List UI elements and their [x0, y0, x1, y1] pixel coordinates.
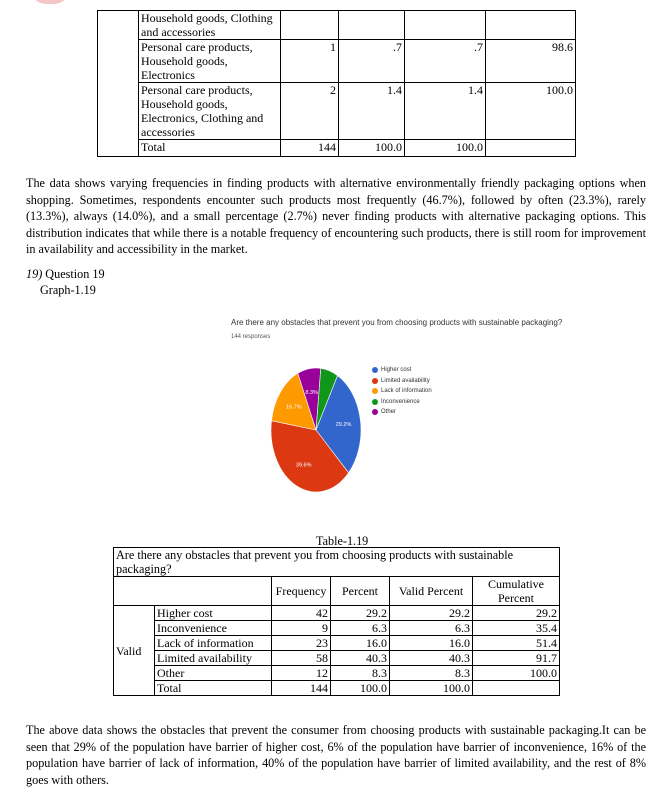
legend-label: Other	[381, 409, 397, 416]
legend-label: Higher cost	[381, 367, 412, 374]
row-label: Inconvenience	[155, 621, 272, 636]
legend-swatch	[372, 409, 378, 415]
pie-data-label: 16.7%	[286, 404, 302, 411]
row-label: Personal care products, Household goods, Electronics, Clothing and accessories	[139, 83, 281, 140]
pie-data-label: 39.6%	[295, 462, 312, 469]
row-label: Household goods, Clothing and accessories	[139, 11, 281, 40]
graph-label: Graph-1.19	[40, 283, 96, 297]
legend-item	[372, 397, 432, 408]
row-label: Personal care products, Household goods, Electronics	[139, 40, 281, 83]
table-caption: Table-1.19	[316, 534, 369, 548]
table-row: Total 144 100.0 100.0	[114, 681, 560, 696]
table-row: Other 12 8.3 8.3 100.0	[114, 666, 560, 681]
legend-swatch	[372, 388, 378, 394]
legend-label: Lack of information	[381, 388, 432, 395]
obstacles-frequency-table	[113, 547, 560, 696]
row-label: Higher cost	[155, 606, 272, 621]
row-label: Other	[155, 666, 272, 681]
chart-title: Are there any obstacles that prevent you from choosing products with sustainable packaging?	[231, 318, 563, 327]
legend-item	[372, 365, 432, 376]
table-row	[98, 11, 576, 40]
group-label: Valid	[114, 606, 155, 696]
col-header: Percent	[331, 577, 390, 606]
col-header: Cumulative Percent	[473, 577, 560, 606]
previous-frequency-table	[97, 10, 576, 157]
table-title: Are there any obstacles that prevent you from choosing products with sustainable packaging?	[114, 548, 560, 577]
table-row: Limited availability 58 40.3 40.3 91.7	[114, 651, 560, 666]
legend-item	[372, 376, 432, 387]
legend-swatch	[372, 367, 378, 373]
chart-subtitle: 144 responses	[231, 334, 271, 340]
pie-chart	[268, 365, 364, 495]
legend-label: Limited availability	[381, 377, 430, 384]
pie-data-label: 29.2%	[335, 422, 352, 429]
col-header: Valid Percent	[390, 577, 473, 606]
question-heading: 19) Question 19	[26, 267, 105, 281]
table-row: Lack of information 23 16.0 16.0 51.4	[114, 636, 560, 651]
row-label: Total	[139, 140, 281, 157]
table-row: Personal care products, Household goods, Electronics, Clothing and accessories 2 1.4 1.4 100.0	[98, 83, 576, 140]
table-row: Total 144 100.0 100.0	[98, 140, 576, 157]
legend-swatch	[372, 378, 378, 384]
row-label: Total	[155, 681, 272, 696]
legend-item	[372, 386, 432, 397]
table-header-row	[114, 577, 560, 606]
table-row: Inconvenience 9 6.3 6.3 35.4	[114, 621, 560, 636]
chart-legend	[372, 365, 432, 418]
table-row: Valid Higher cost 42 29.2 29.2 29.2	[114, 606, 560, 621]
col-header: Frequency	[272, 577, 331, 606]
page-corner-mark	[30, 0, 70, 4]
analysis-paragraph-1: The data shows varying frequencies in finding products with alternative environmentally friendly packaging options when shopping. Sometimes, respondents encounter such products most frequently (46.7%), followed by often (23.3%), rarely (13.3%), always (14.0%), and a small percentage (2.7%) never finding products with alternative packaging options. This distribution indicates that while there is a notable frequency of encountering such products, there is still room for improvement in availability and accessibility in the market.	[26, 176, 646, 256]
row-label: Lack of information	[155, 636, 272, 651]
row-label: Limited availability	[155, 651, 272, 666]
analysis-paragraph-2: The above data shows the obstacles that prevent the consumer from choosing products with sustainable packaging.It can be seen that 29% of the population have barrier of higher cost, 6% of the population have barrier of inconvenience, 16% of the population have barrier of lack of information, 40% of the population have barrier of limited availability, and the rest of 8% goes with others.	[26, 723, 646, 787]
legend-label: Inconvenience	[381, 398, 420, 405]
table-title-row	[114, 548, 560, 577]
legend-item	[372, 407, 432, 418]
pie-data-label: 8.3%	[305, 390, 318, 397]
table-row: Personal care products, Household goods, Electronics 1 .7 .7 98.6	[98, 40, 576, 83]
legend-swatch	[372, 399, 378, 405]
